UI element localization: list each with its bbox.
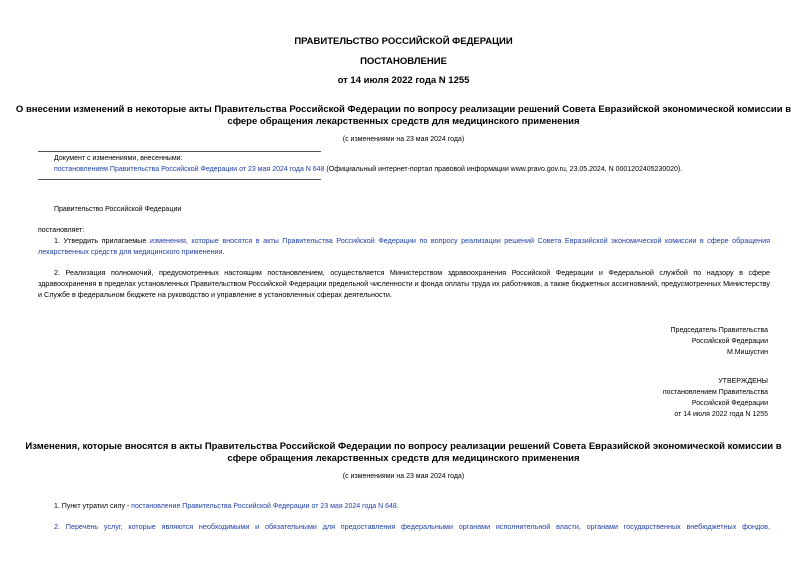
paragraph-1 xyxy=(38,235,770,257)
paragraph-1-prefix: 1. Утвердить прилагаемые xyxy=(54,236,150,245)
changes-reference-tail: (Официальный интернет-портал правовой информации www.pravo.gov.ru, 23.05.2024, N 0001202405230020). xyxy=(324,166,683,173)
annex-item-1 xyxy=(54,503,399,510)
annex-title-line2: сфере обращения лекарственных средств для медицинского применения xyxy=(227,453,580,464)
annex-title-line1: Изменения, которые вносятся в акты Правительства Российской Федерации по вопросу реализации решений Совета Евразийской экономической комиссии в xyxy=(25,441,782,452)
annex-item-2[interactable]: 2. Перечень услуг, которые являются необходимыми и обязательными для предоставления федеральными органами исполнительной власти, органами государственных внебюджетных фондов, xyxy=(54,522,770,531)
amendment-note: (с изменениями на 23 мая 2024 года) xyxy=(342,136,465,143)
amending-resolution-link[interactable]: постановлением Правительства Российской Федерации от 23 мая 2024 года N 648 xyxy=(54,166,325,173)
separator-top xyxy=(38,151,321,152)
separator-bottom xyxy=(38,179,321,180)
issuer: Правительство Российской Федерации xyxy=(54,206,182,213)
document-title-line1: О внесении изменений в некоторые акты Правительства Российской Федерации по вопросу реализации решений Совета Евразийской экономической комиссии в xyxy=(15,104,792,115)
approved-line3: Российской Федерации xyxy=(691,400,768,407)
changes-reference xyxy=(54,166,774,173)
signature-line2: Российской Федерации xyxy=(691,338,768,345)
document-title-line2: сфере обращения лекарственных средств для медицинского применения xyxy=(227,116,580,127)
approved-line1: УТВЕРЖДЕНЫ xyxy=(718,378,768,385)
paragraph-1-suffix: . xyxy=(222,247,225,256)
repealing-resolution-link[interactable]: постановление Правительства Российской Федерации от 23 мая 2024 года N 648 xyxy=(131,503,397,510)
annex-amendment-note: (с изменениями на 23 мая 2024 года) xyxy=(342,473,465,480)
signature-name: М.Мишустин xyxy=(726,349,768,356)
changes-intro: Документ с изменениями, внесенными: xyxy=(54,155,183,162)
approved-changes-link[interactable]: изменения, которые вносятся в акты Правительства Российской Федерации по вопросу реализации решений Совета Евразийской экономической комиссии в сфере обращения лекарственных средств для медицинского применения xyxy=(38,236,770,256)
approved-line2: постановлением Правительства xyxy=(662,389,768,396)
signature-line1: Председатель Правительства xyxy=(670,327,768,334)
document-date-number: от 14 июля 2022 года N 1255 xyxy=(337,75,470,86)
approved-line4: от 14 июля 2022 года N 1255 xyxy=(674,411,768,418)
resolves-word: постановляет: xyxy=(38,227,85,234)
paragraph-2: 2. Реализация полномочий, предусмотренных настоящим постановлением, осуществляется Министерством здравоохранения Российской Федерации и Федеральной службой по надзору в сфере здравоохранения в пределах установленных Правительством Российской Федерации предельной численности и фонда оплаты труда их работников, а также бюджетных ассигнований, предусмотренных Министерству и Службе в федеральном бюджете на руководство и управление в установленных сферах деятельности. xyxy=(38,268,770,299)
annex-item-1-suffix: . xyxy=(396,503,399,510)
annex-item-1-prefix: 1. Пункт утратил силу - xyxy=(54,503,132,510)
government-header: ПРАВИТЕЛЬСТВО РОССИЙСКОЙ ФЕДЕРАЦИИ xyxy=(294,36,513,47)
document-type: ПОСТАНОВЛЕНИЕ xyxy=(360,56,447,67)
